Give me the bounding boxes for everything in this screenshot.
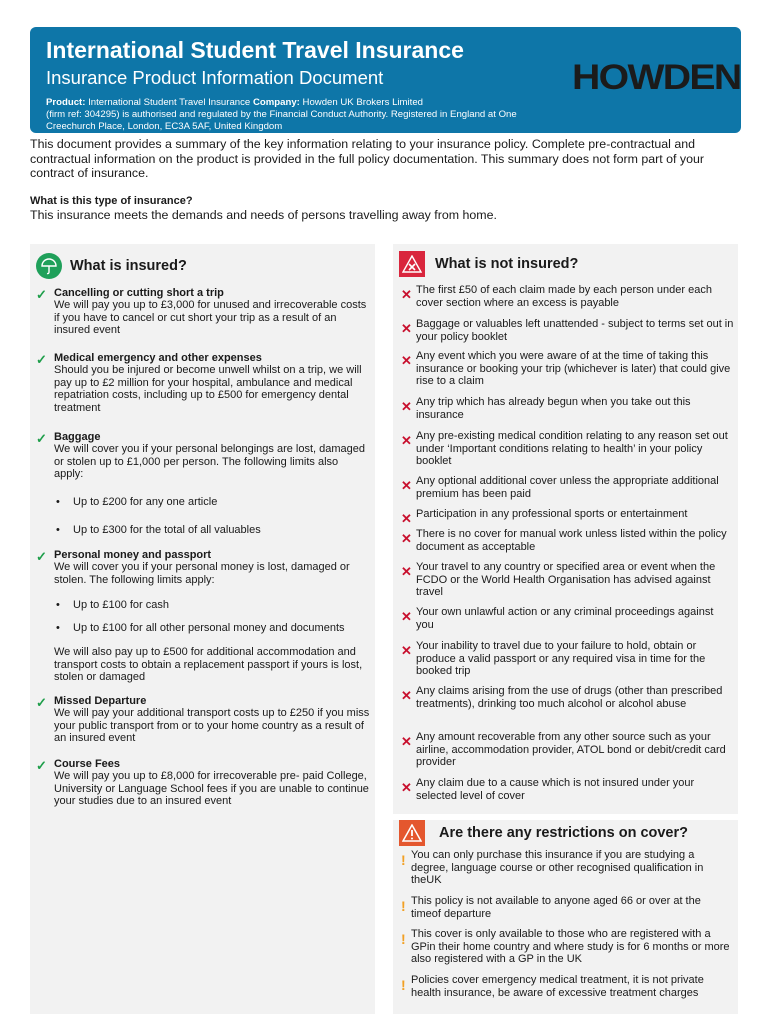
restrictions-heading	[399, 820, 688, 846]
product-label: Product:	[46, 97, 86, 108]
check-icon: ✓	[36, 758, 47, 773]
check-icon: ✓	[36, 287, 47, 302]
product-value: International Student Travel Insurance	[88, 97, 251, 108]
insurance-type-question: What is this type of insurance?	[30, 195, 193, 207]
registration-line-1: (firm ref: 304295) is authorised and regulated by the Financial Conduct Authority. Registered in England at One	[46, 109, 517, 120]
cross-icon: ✕	[401, 734, 412, 749]
document-title: International Student Travel Insurance	[46, 37, 464, 63]
insured-item-title: Missed Departure	[54, 695, 147, 707]
check-icon: ✓	[36, 549, 47, 564]
registration-line-2: Creechurch Place, London, EC3A 5AF, United Kingdom	[46, 121, 283, 132]
cross-icon: ✕	[401, 780, 412, 795]
insured-item-desc: We will cover you if your personal money is lost, damaged or stolen. The following limits apply:	[54, 561, 350, 586]
company-value: Howden UK Brokers Limited	[302, 97, 424, 108]
header-banner	[30, 27, 741, 133]
insured-item-desc: We will cover you if your personal belongings are lost, damaged or stolen up to £1,000 per person. The following limits also apply:	[54, 443, 366, 480]
cross-icon: ✕	[401, 287, 412, 302]
exclamation-icon: !	[401, 931, 406, 947]
cross-icon: ✕	[401, 511, 412, 526]
restrictions-title: Are there any restrictions on cover?	[439, 825, 688, 841]
insured-item-desc: We will pay your additional transport costs up to £250 if you miss your public transport from or to your home country as a result of an insured event	[54, 707, 370, 744]
check-icon: ✓	[36, 695, 47, 710]
cross-icon: ✕	[401, 321, 412, 336]
what-is-insured-heading	[36, 253, 187, 279]
insured-item-desc: We will pay you up to £8,000 for irrecoverable pre- paid College, University or Language School fees if you are unable to continue your studies due to an insured event	[54, 770, 369, 807]
what-is-insured-title: What is insured?	[70, 258, 187, 274]
document-subtitle: Insurance Product Information Document	[46, 67, 384, 88]
cross-icon: ✕	[401, 433, 412, 448]
cross-icon: ✕	[401, 478, 412, 493]
insured-item-desc: Should you be injured or become unwell whilst on a trip, we will pay up to £2 million for your hospital, ambulance and medical repatriation costs, including up to £500 for emergency dental treatment	[54, 364, 362, 414]
cross-icon: ✕	[401, 688, 412, 703]
insured-item-title: Baggage	[54, 431, 101, 443]
cross-icon: ✕	[401, 564, 412, 579]
what-is-insured-panel: What is insured? ✓ Cancelling or cutting short a trip We will pay you up to £3,000 for unused and irrecoverable costs if you have to cancel or cut short your trip as a result of an insured event ✓ Medical emergency and other expenses Should you be injured or become unwell whilst on a trip, we will pay up to £2 million for your hospital, ambulance and medical repatriation costs, including up to £500 for emergency dental treatment ✓ Baggage We will cover you if your personal belongings are lost, damaged or stolen up to £1,000 per person. The following limits also apply: • Up to £200 for any one article • Up to £300 for the total of all valuables ✓ Personal money and passport We will cover you if your personal money is lost, damaged or stolen. The following limits apply: • Up to £100 for cash • Up to £100 for all other personal money and documents We will also pay up to £500 for additional accommodation and transport costs to obtain a replacement passport if yours is lost, stolen or damaged ✓ Missed Departure We will pay your additional transport costs up to £250 if you miss your public transport from or to your home country as a result of an insured event ✓ Course Fees We will pay you up to £8,000 for irrecoverable pre- paid College, University or Language School fees if you are unable to continue your studies due to an insured event	[30, 244, 375, 1014]
cross-icon: ✕	[401, 643, 412, 658]
check-icon: ✓	[36, 352, 47, 367]
cross-icon: ✕	[401, 353, 412, 368]
insured-item-title: Cancelling or cutting short a trip	[54, 287, 224, 299]
insured-item-desc: We will pay you up to £3,000 for unused and irrecoverable costs if you have to cancel or cut short your trip as a result of an insured event	[54, 299, 367, 336]
cross-icon: ✕	[401, 531, 412, 546]
insured-item-title: Medical emergency and other expenses	[54, 352, 262, 364]
what-is-not-insured-panel: What is not insured? ✕ The first £50 of each claim made by each person under each cover section where an excess is payable ✕ Baggage or valuables left unattended - subject to terms set out in your policy booklet ✕ Any event which you were aware of at the time of taking this insurance or booking your trip (whichever is later) that could give rise to a claim ✕ Any trip which has already begun when you take out this insurance ✕ Any pre-existing medical condition relating to any reason set out under ‘Important conditions relating to health’ in your policy booklet ✕ Any optional additional cover unless the appropriate additional premium has been paid ✕ Participation in any professional sports or entertainment ✕ There is no cover for manual work unless listed within the policy document as acceptable ✕ Your travel to any country or specified area or event when the FCDO or the World Health Organisation has advised against travel ✕ Your own unlawful action or any criminal proceedings against you ✕ Your inability to travel due to your failure to hold, obtain or produce a valid passport or any required visa in time for the booked trip ✕ Any claims arising from the use of drugs (other than prescribed treatments), drinking too much alcohol or alcohol abuse ✕ Any amount recoverable from any other source such as your airline, accommodation provider, ATOL bond or debit/credit card provider ✕ Any claim due to a cause which is not insured under your selected level of cover Are there any restrictions on cover? ! You can only purchase this insurance if you are studying a degree, language course or other recognised qualification in theUK ! This policy is not available to anyone aged 66 or over at the timeof departure ! This cover is only available to those who are registered with a GPin their home country and where study is for 6 months or more also registered with a GP in the UK ! Policies cover emergency medical treatment, it is not private health insurance, be aware of excessive treatment charges	[393, 244, 738, 1014]
insured-item-extra: We will also pay up to £500 for additional accommodation and transport costs to obtain a replacement passport if yours is lost, stolen or damaged	[54, 646, 363, 683]
warning-cross-icon	[399, 251, 425, 277]
product-details	[46, 97, 576, 133]
insurance-type-answer: This insurance meets the demands and needs of persons travelling away from home.	[30, 208, 497, 222]
howden-logo: HOWDEN	[572, 58, 741, 97]
umbrella-icon	[36, 253, 62, 279]
insured-item-title: Course Fees	[54, 758, 121, 770]
exclamation-icon: !	[401, 977, 406, 993]
what-is-not-insured-heading	[399, 251, 578, 277]
intro-paragraph: This document provides a summary of the key information relating to your insurance policy. Complete pre-contractual and contractual information on the product is provided in the full policy documentation. This summary does not form part of your contract of insurance.	[30, 137, 705, 180]
warning-icon	[399, 820, 425, 846]
cross-icon: ✕	[401, 399, 412, 414]
exclamation-icon: !	[401, 898, 406, 914]
check-icon: ✓	[36, 431, 47, 446]
what-is-not-insured-title: What is not insured?	[435, 256, 579, 272]
exclamation-icon: !	[401, 852, 406, 868]
insured-item-title: Personal money and passport	[54, 549, 212, 561]
company-label: Company:	[252, 97, 300, 108]
cross-icon: ✕	[401, 609, 412, 624]
